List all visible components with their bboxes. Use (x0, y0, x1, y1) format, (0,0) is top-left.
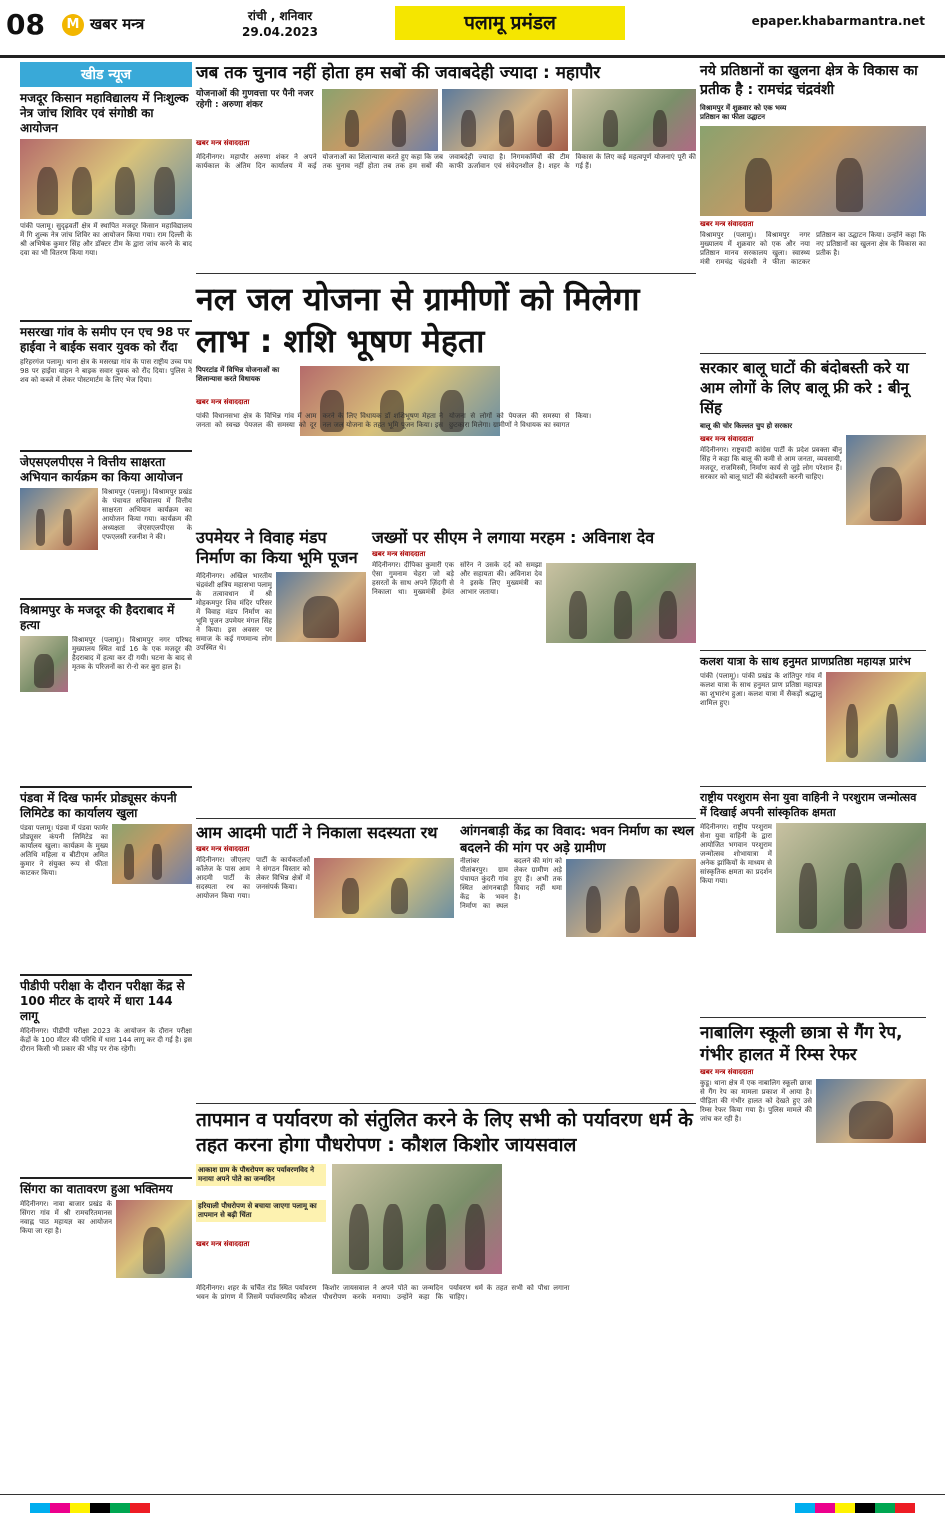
right-story-4 (700, 790, 926, 1013)
right-story-1 (700, 62, 926, 349)
right-story-3-headline[interactable]: कलश यात्रा के साथ हनुमत प्राणप्रतिष्ठा महायज्ञ प्रारंभ (700, 655, 911, 668)
right-story-3-body: पांकी (पलामू)। पांकी प्रखंड के शांतिपुर गांव में कलश यात्रा के साथ हनुमत प्राण प्रतिष्ठा महायज्ञ का शुभारंभ हुआ। कलश यात्रा में सैकड़ों श्रद्धालु शामिल हुए। (700, 672, 822, 707)
left-story-3-headline[interactable]: जेएसएलपीएस ने वित्तीय साक्षरता अभियान कार्यक्रम का किया आयोजन (20, 455, 183, 484)
left-story-3-body: विश्रामपुर (पलामू)। विश्रामपुर प्रखंड के पंचायत सचिवालय में वित्तीय साक्षरता अभियान कार्यक्रम का आयोजन किया गया। कार्यक्रम की अध्यक्षता जेएसएलपीएस के एफएलसी रजनीश ने की। (102, 488, 192, 541)
mid-story-2-body: पांकी विधानसभा क्षेत्र के विभिन्न गांव में आम जनता को स्वच्छ पेयजल की समस्या को दूर करने के लिए विधायक डॉ शशिभूषण मेहता ने नल जल योजना के तहत भूमि पूजन किया। इस योजना से लोगों को पेयजल की समस्या से छुटकारा मिलेगा। ग्रामीणों ने विधायक का स्वागत किया। (196, 412, 592, 429)
right-story-4-body: मेदिनीनगर। राष्ट्रीय परशुराम सेना युवा वाहिनी के द्वारा आयोजित भगवान परशुराम जन्मोत्सव शोभायात्रा में अनेक झांकियों के माध्यम से सांस्कृतिक क्षमता का प्रदर्शन किया गया। (700, 823, 772, 885)
mid-story-3 (196, 528, 366, 772)
issue-date: 29.04.2023 (242, 25, 318, 39)
mid-story-4-headline[interactable]: जख्मों पर सीएम ने लगाया मरहम : अविनाश देव (372, 528, 655, 547)
mid-story-2 (196, 366, 696, 522)
right-story-5-headline[interactable]: नाबालिग स्कूली छात्रा से गैंग रेप, गंभीर हालत में रिम्स रेफर (700, 1023, 903, 1065)
right-story-3 (700, 654, 926, 782)
left-story-6 (20, 974, 192, 1177)
right-story-1-photo (700, 126, 926, 216)
right-story-2-caption: बालू की चोर किल्लत चुप हो सरकार (700, 422, 793, 430)
right-story-2-headline[interactable]: सरकार बालू घाटों की बंदोबस्ती करे या आम लोगों के लिए बालू फ्री करे : बीनू सिंह (700, 359, 909, 417)
left-story-6-body: मेदिनीनगर। पीडीपी परीक्षा 2023 के आयोजन के दौरान परीक्षा केंद्रों के 100 मीटर की परिधि में धारा 144 लागू कर दी गई है। इस दौरान किसी भी प्रकार की भीड़ पर रोक रहेगी। (20, 1027, 192, 1053)
mid-row-3 (196, 528, 696, 818)
right-story-3-photo (826, 672, 926, 762)
color-registration-right (795, 1503, 915, 1513)
mid-story-4-body: मेदिनीनगर। दीपिका कुमारी एक ऐसा गुमनाम चेहरा जो बड़े हसरतों के साथ अपने ज़िंदगी से निकाला था। मुख्यमंत्री हेमंत सोरेन ने उसके दर्द को समझा और सहायता की। अविनाश देव ने इसके लिए मुख्यमंत्री का आभार जताया। (372, 561, 542, 596)
right-story-1-body: विश्रामपुर (पलामू)। विश्रामपुर नगर मुख्यालय में शुक्रवार को एक और नया प्रतिष्ठान मानव सरकालय खुला। स्वास्थ्य मंत्री रामचंद्र चंद्रवंशी ने फीता काटकर प्रतिष्ठान का उद्घाटन किया। उन्होंने कहा कि नए प्रतिष्ठानों का खुलना क्षेत्र के विकास का प्रतीक है। (700, 231, 926, 266)
mid-story-6 (460, 823, 696, 1067)
right-story-5-photo (816, 1079, 926, 1143)
left-story-4 (20, 598, 192, 786)
left-story-7-headline[interactable]: सिंगरा का वातावरण हुआ भक्तिमय (20, 1182, 173, 1196)
mid-story-3-body: मेदिनीनगर। अखिल भारतीय चंद्रवंशी क्षत्रिय महासभा पलामू के तत्वावधान में श्री मोहकमपुर शिव मंदिर परिसर में विवाह मंडप निर्माण का भूमि पूजन उपमेयर मंगल सिंह ने किया। इस अवसर पर समाज के कई गणमान्य लोग उपस्थित थे। (196, 572, 272, 652)
mid-story-7-photo (332, 1164, 502, 1274)
mid-story-4-byline: खबर मन्त्र संवाददाता (372, 550, 426, 558)
mid-story-7-caption-1: आकाश ग्राम के पौधरोपण कर पर्यावरणविद ने मनाया अपने पोते का जन्मदिन (196, 1164, 326, 1186)
right-story-2-body: मेदिनीनगर। राष्ट्रवादी कांग्रेस पार्टी के प्रदेश प्रवक्ता बीनू सिंह ने कहा कि बालू की कमी से आम जनता, व्यवसायी, मजदूर, राजमिस्त्री, निर्माण कार्य से जुड़े लोग परेशान हैं। सरकार को बालू घाटों की बंदोबस्ती करनी चाहिए। (700, 446, 842, 481)
mid-top-photo-2 (442, 89, 568, 151)
mid-top-byline: खबर मन्त्र संवाददाता (196, 139, 250, 147)
left-story-7-body: मेदिनीनगर। नावा बाजार प्रखंड के सिंगरा गांव में श्री रामचरितमानस नवाह्न पाठ महायज्ञ का आयोजन किया जा रहा है। (20, 1200, 112, 1235)
left-story-5 (20, 786, 192, 974)
mid-story-7-body: मेदिनीनगर। शहर के चर्चित रोड स्थित पर्यावरण भवन के प्रांगण में जिसमें पर्यावरणविद कौशल किशोर जायसवाल ने अपने पोते का जन्मदिन पौधरोपण करके मनाया। उन्होंने कहा कि पर्यावरण धर्म के तहत सभी को पौधा लगाना चाहिए। (196, 1284, 570, 1301)
dateline (220, 8, 340, 40)
mid-story-5 (196, 823, 454, 1076)
color-registration-left (30, 1503, 150, 1513)
epaper-link[interactable]: epaper.khabarmantra.net (751, 14, 925, 28)
mid-story-6-photo (566, 859, 696, 937)
mid-top-body: मेदिनीनगर। महापौर अरुणा शंकर ने अपने कार्यकाल के अंतिम दिन कार्यालय में कई योजनाओं का शिलान्यास करते हुए कहा कि जब तक चुनाव नहीं होता तब तक हम सबों की जवाबदेही ज्यादा है। निगमकर्मियों की टीम काफी ऊर्जावान एवं संवेदनशील है। शहर के विकास के लिए कई महत्वपूर्ण योजनाएं पूरी की गई हैं। (196, 153, 696, 170)
mid-story-7-headline[interactable]: तापमान व पर्यावरण को संतुलित करने के लिए सभी को पर्यावरण धर्म के तहत करना होगा पौधरोपण : कौशल किशोर जायसवाल (196, 1109, 693, 1156)
left-story-4-headline[interactable]: विश्रामपुर के मजदूर की हैदराबाद में हत्या (20, 603, 175, 632)
left-story-5-headline[interactable]: पंडवा में दिख फार्मर प्रोड्यूसर कंपनी लिमिटेड का कार्यालय खुला (20, 791, 177, 820)
right-story-5-byline: खबर मन्त्र संवाददाता (700, 1068, 754, 1076)
left-story-2 (20, 320, 192, 450)
left-story-2-headline[interactable]: मसरखा गांव के समीप एन एच 98 पर हाईवा ने बाईक सवार युवक को रौंदा (20, 325, 190, 354)
mid-story-7-caption-2: हरियाली पौधरोपण से बचाया जाएगा पलामू का तापमान से बढ़ी चिंता (196, 1200, 326, 1222)
right-story-2-photo (846, 435, 926, 525)
mid-story-2-caption: पिपरटांड में विभिन्न योजनाओं का शिलान्यास करते विधायक (196, 366, 280, 383)
left-story-7-photo (116, 1200, 192, 1278)
mid-story-7 (196, 1164, 696, 1464)
mid-row-4 (196, 823, 696, 1103)
print-footer (0, 1494, 945, 1517)
mid-story-2-headline[interactable]: नल जल योजना से ग्रामीणों को मिलेगा लाभ : शशि भूषण मेहता (196, 280, 640, 360)
left-story-4-body: विश्रामपुर (पलामू)। विश्रामपुर नगर परिषद मुख्यालय स्थित वार्ड 16 के एक मजदूर की हैदराबाद में हत्या कर दी गयी। घटना के बाद से मृतक के परिजनों का रो-रो कर बुरा हाल है। (72, 636, 192, 671)
left-story-3-photo (20, 488, 98, 550)
mid-story-5-headline[interactable]: आम आदमी पार्टी ने निकाला सदस्यता रथ (196, 823, 438, 842)
left-story-4-photo (20, 636, 68, 692)
left-story-6-headline[interactable]: पीडीपी परीक्षा के दौरान परीक्षा केंद्र से 100 मीटर के दायरे में धारा 144 लागू (20, 979, 185, 1023)
left-story-3 (20, 450, 192, 598)
mid-story-6-headline[interactable]: आंगनबाड़ी केंद्र का विवाद: भवन निर्माण का स्थल बदलने की मांग पर अड़े ग्रामीण (460, 824, 695, 856)
section-title: पलामू प्रमंडल (395, 6, 625, 40)
mid-story-7-byline: खबर मन्त्र संवाददाता (196, 1240, 250, 1248)
mid-top-photo-1 (322, 89, 438, 151)
mid-story-5-byline: खबर मन्त्र संवाददाता (196, 845, 250, 853)
right-story-5-body: कुडू। थाना क्षेत्र में एक नाबालिग स्कूली छात्रा से गैंग रेप का मामला प्रकाश में आया है। पीड़िता की गंभीर हालत को देखते हुए उसे रिम्स रेफर किया गया है। पुलिस मामले की जांच कर रही है। (700, 1079, 812, 1123)
left-story-1-headline[interactable]: मजदूर किसान महाविद्यालय में निःशुल्क नेत्र जांच शिविर एवं संगोष्ठी का आयोजन (20, 91, 189, 135)
left-story-1-body: पांकी पलामू। सुदृढ़वर्ती क्षेत्र में स्थापित मजदूर किसान महाविद्यालय में गि शुल्क नेत्र जांच शिविर का आयोजन किया गया। राम दिल्ली के श्री अभिषेक कुमार सिंह और डॉक्टर टीम के द्वारा जांच करने के बाद दवा का भी वितरण किया गया। (20, 222, 192, 257)
left-story-1 (20, 91, 192, 320)
mid-story-3-headline[interactable]: उपमेयर ने विवाह मंडप निर्माण का किया भूमि पूजन (196, 528, 358, 567)
brand-name: खबर मन्त्र (90, 15, 145, 33)
left-column (20, 62, 192, 1502)
right-story-4-photo (776, 823, 926, 933)
mid-story-5-photo (314, 858, 454, 918)
right-story-2 (700, 358, 926, 646)
mid-story-4 (372, 528, 696, 781)
right-story-1-caption: विश्रामपुर में शुक्रवार को एक भव्य प्रतिष्ठान का फीता उद्घाटन (700, 104, 787, 121)
mid-top-headline[interactable]: जब तक चुनाव नहीं होता हम सबों की जवाबदेही ज्यादा : महापौर (196, 63, 601, 83)
left-story-7 (20, 1177, 192, 1290)
right-story-5 (700, 1022, 926, 1229)
left-story-2-body: हरिहरगंज पलामू। थाना क्षेत्र के मसरखा गांव के पास राष्ट्रीय उच्च पथ 98 पर हाईवा वाहन ने बाइक सवार युवक को रौंद दिया। पुलिस ने शव को कब्जे में लेकर पोस्टमार्टम के लिए भेज दिया। (20, 358, 192, 384)
right-column (700, 62, 926, 1229)
middle-column (196, 62, 696, 1464)
masthead (0, 0, 945, 58)
left-story-1-photo (20, 139, 192, 219)
left-story-5-photo (112, 824, 192, 884)
right-story-1-headline[interactable]: नये प्रतिष्ठानों का खुलना क्षेत्र के विकास का प्रतीक है : रामचंद्र चंद्रवंशी (700, 63, 918, 98)
mid-top-caption: योजनाओं की गुणवत्ता पर पैनी नजर रहेगी : अरुणा शंकर (196, 89, 314, 110)
left-story-5-body: पंडवा पलामू। पंडवा में पंडवा फार्मर प्रोड्यूसर कंपनी लिमिटेड का कार्यालय खुला। कार्यक्रम के मुख्य अतिथि महिला व बीटीएम अमित कुमार ने संयुक्त रूप से फीता काटकर किया। (20, 824, 108, 877)
mid-story-6-body: नीलांबर पीतांबरपुर। ग्राम पंचायत कुंदरी गांव स्थित आंगनबाड़ी केंद्र के भवन निर्माण का स्थल बदलने की मांग को लेकर ग्रामीण अड़े हुए हैं। अभी तक विवाद नहीं थमा है। (460, 857, 562, 910)
right-story-1-byline: खबर मन्त्र संवाददाता (700, 220, 754, 228)
mid-top-photo-3 (572, 89, 696, 151)
page-number: 08 (6, 8, 45, 41)
short-news-kicker: खीड न्यूज (20, 62, 192, 87)
right-story-2-byline: खबर मन्त्र संवाददाता (700, 435, 754, 443)
right-story-4-headline[interactable]: राष्ट्रीय परशुराम सेना युवा वाहिनी ने परशुराम जन्मोत्सव में दिखाई अपनी सांस्कृतिक क्षमता (700, 791, 917, 819)
brand-logo-icon: M (62, 14, 84, 36)
city-day: रांची , शनिवार (247, 9, 313, 23)
mid-story-5-body: मेदिनीनगर। जीएलए कॉलेज के पास आम आदमी पार्टी के सदस्यता रथ का आयोजन किया गया। पार्टी के कार्यकर्ताओं ने संगठन विस्तार को लेकर विभिन्न क्षेत्रों में जनसंपर्क किया। (196, 856, 310, 900)
mid-story-2-byline: खबर मन्त्र संवाददाता (196, 398, 250, 406)
mid-top-story (196, 89, 696, 269)
mid-story-3-photo (276, 572, 366, 642)
mid-story-4-photo (546, 563, 696, 643)
